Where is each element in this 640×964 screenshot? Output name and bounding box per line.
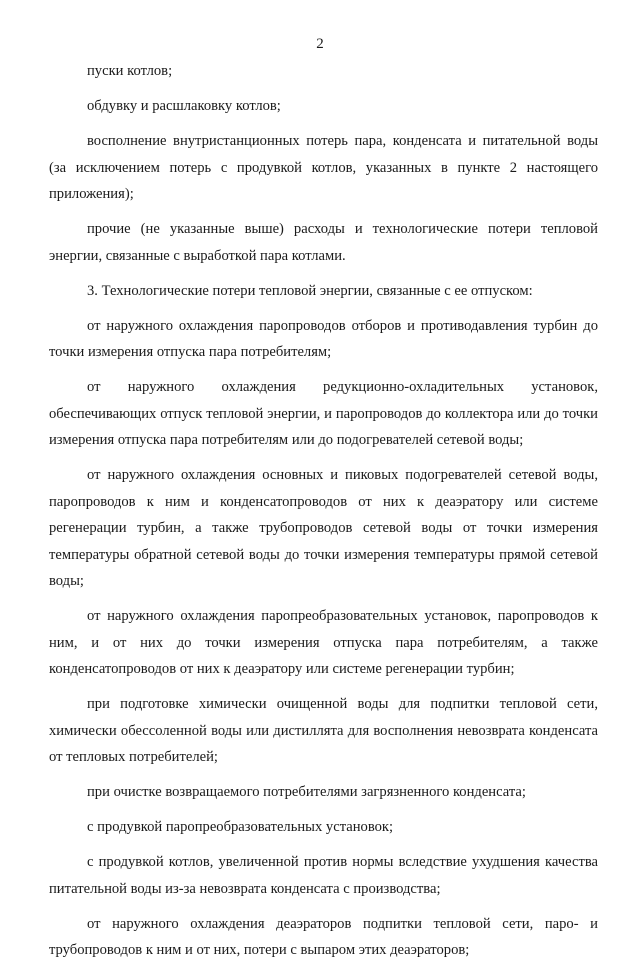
paragraph: от наружного охлаждения деаэраторов подпитки тепловой сети, паро- и трубопроводов к ним и от них, потери с выпаром этих деаэраторов; — [49, 915, 598, 958]
paragraph: при очистке возвращаемого потребителями загрязненного конденсата; — [87, 784, 526, 800]
paragraph: пуски котлов; — [87, 63, 173, 79]
page-number: 2 — [316, 36, 324, 52]
paragraph: с продувкой паропреобразовательных установок; — [87, 819, 394, 835]
paragraph: от наружного охлаждения паропреобразовательных установок, паропроводов к ним, и от них до точки измерения отпуска пара потребителям, а также конденсатопроводов от них к деаэратору или системе регенерации турбин; — [49, 608, 598, 677]
paragraph: с продувкой котлов, увеличенной против нормы вследствие ухудшения качества питательной воды из-за невозврата конденсата с производства; — [49, 854, 598, 897]
paragraph: при подготовке химически очищенной воды для подпитки тепловой сети, химически обессоленной воды или дистиллята для восполнения невозврата конденсата от тепловых потребителей; — [49, 696, 598, 765]
paragraph: восполнение внутристанционных потерь пара, конденсата и питательной воды (за исключением потерь с продувкой котлов, указанных в пункте 2 настоящего приложения); — [49, 133, 598, 202]
paragraph: обдувку и расшлаковку котлов; — [87, 98, 281, 114]
paragraph: от наружного охлаждения редукционно-охладительных установок, обеспечивающих отпуск тепловой энергии, и паропроводов до коллектора или до точки измерения отпуска пара потребителям или до подогревателей сетевой воды; — [49, 379, 598, 448]
paragraph: прочие (не указанные выше) расходы и технологические потери тепловой энергии, связанные с выработкой пара котлами. — [49, 221, 598, 264]
section-heading: 3. Технологические потери тепловой энергии, связанные с ее отпуском: — [87, 282, 533, 299]
body-text — [49, 58, 598, 964]
paragraph: от наружного охлаждения основных и пиковых подогревателей сетевой воды, паропроводов к ним и конденсатопроводов от них к деаэратору или системе регенерации турбин, а также трубопроводов сетевой воды от точки измерения температуры обратной сетевой воды до точки измерения температуры прямой сетевой воды; — [49, 467, 598, 589]
paragraph: от наружного охлаждения паропроводов отборов и противодавления турбин до точки измерения отпуска пара потребителям; — [49, 317, 598, 360]
